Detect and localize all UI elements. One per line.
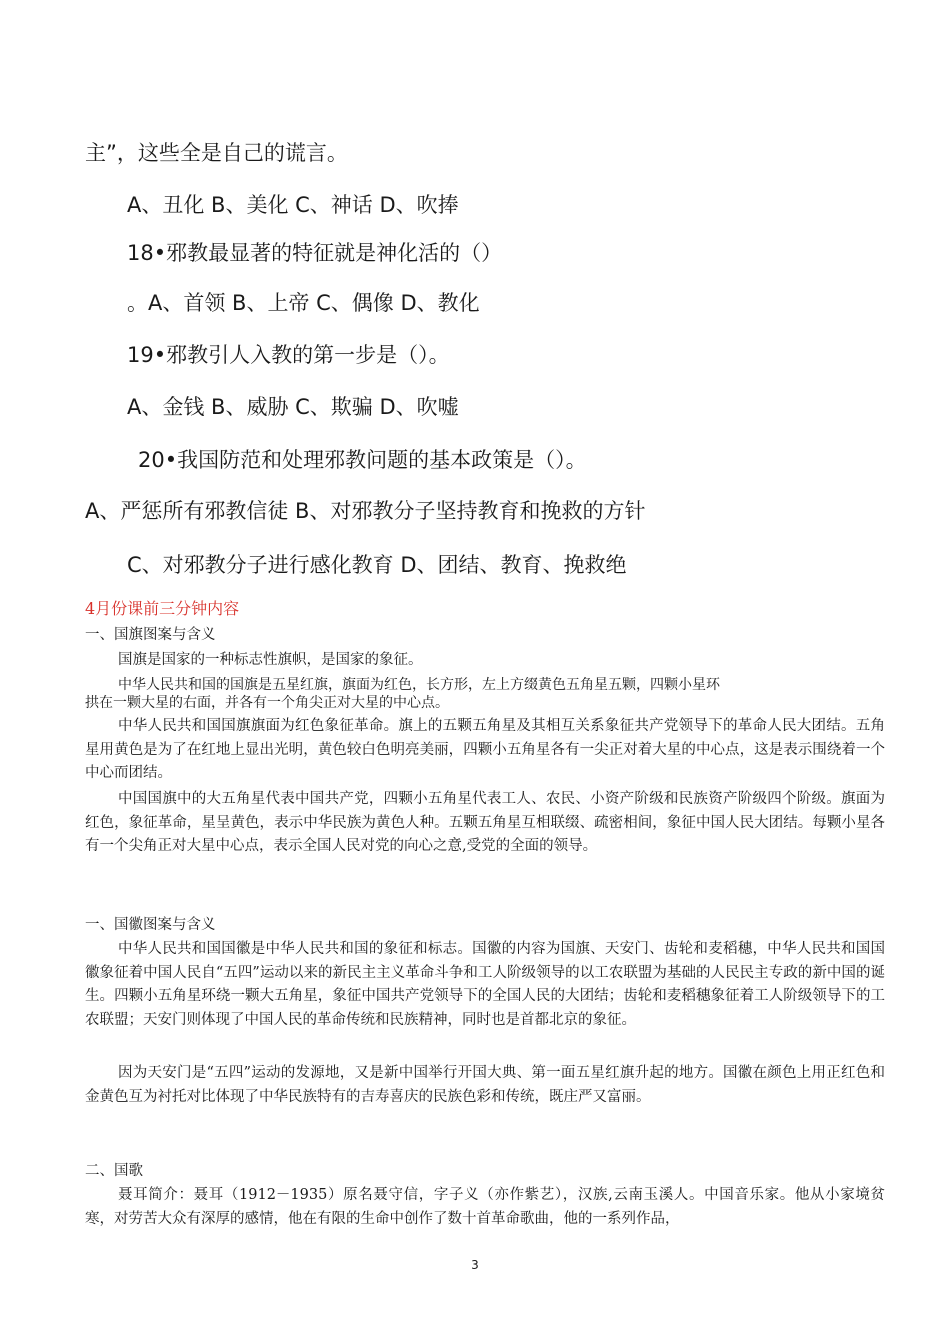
flag-paragraph-3: 中华人民共和国国旗旗面为红色象征革命。旗上的五颗五角星及其相互关系象征共产党领导下的革命人民大团结。五角星用黄色是为了在红地上显出光明，黄色较白色明亮美丽，四颗小五角星各有一尖正对着大星的中心点，这是表示围绕着一个中心而团结。 bbox=[85, 718, 885, 781]
section-title: 4月份课前三分钟内容 bbox=[85, 599, 240, 618]
quiz-line-continuation: 主”，这些全是自己的谎言。 bbox=[85, 141, 348, 165]
flag-paragraph-2-line-2: 拱在一颗大星的右面，并各有一个角尖正对大星的中心点。 bbox=[85, 695, 449, 711]
q18-options: 。A、首领 B、上帝 C、偶像 D、教化 bbox=[127, 291, 480, 315]
q17-options: A、丑化 B、美化 C、神话 D、吹捧 bbox=[127, 193, 459, 217]
anthem-paragraph-1: 聂耳简介：聂耳（1912－1935）原名聂守信，字子义（亦作紫艺），汉族,云南玉溪人。中国音乐家。他从小家境贫寒，对劳苦大众有深厚的感情，他在有限的生命中创作了数十首革命歌曲，他的一系列作品， bbox=[85, 1187, 885, 1227]
flag-paragraph-1: 国旗是国家的一种标志性旗帜，是国家的象征。 bbox=[118, 652, 423, 668]
q20-options-cd: C、对邪教分子进行感化教育 D、团结、教育、挽救绝 bbox=[127, 553, 627, 577]
q19-options: A、金钱 B、威胁 C、欺骗 D、吹嘘 bbox=[127, 395, 459, 419]
flag-heading: 一、国旗图案与含义 bbox=[85, 627, 216, 643]
q18-question: 18•邪教最显著的特征就是神化活的（） bbox=[127, 241, 503, 265]
q20-question: 20•我国防范和处理邪教问题的基本政策是（）。 bbox=[138, 448, 587, 472]
emblem-paragraph-1: 中华人民共和国国徽是中华人民共和国的象征和标志。国徽的内容为国旗、天安门、齿轮和麦稻穗，中华人民共和国国徽象征着中国人民自“五四”运动以来的新民主主义革命斗争和工人阶级领导的以工农联盟为基础的人民民主专政的新中国的诞生。四颗小五角星环绕一颗大五角星，象征中国共产党领导下的全国人民的大团结；齿轮和麦稻穗象征着工人阶级领导下的工农联盟；天安门则体现了中国人民的革命传统和民族精神，同时也是首都北京的象征。 bbox=[85, 941, 885, 1028]
emblem-paragraph-2: 因为天安门是“五四”运动的发源地，又是新中国举行开国大典、第一面五星红旗升起的地方。国徽在颜色上用正红色和金黄色互为衬托对比体现了中华民族特有的吉寿喜庆的民族色彩和传统，既庄严又富丽。 bbox=[85, 1065, 885, 1105]
flag-paragraph-2-line-1: 中华人民共和国的国旗是五星红旗，旗面为红色，长方形，左上方缀黄色五角星五颗，四颗小星环 bbox=[118, 677, 720, 693]
anthem-heading: 二、国歌 bbox=[85, 1163, 143, 1179]
q19-question: 19•邪教引人入教的第一步是（）。 bbox=[127, 343, 450, 367]
flag-paragraph-4: 中国国旗中的大五角星代表中国共产党，四颗小五角星代表工人、农民、小资产阶级和民族资产阶级四个阶级。旗面为红色，象征革命，星呈黄色，表示中华民族为黄色人种。五颗五角星互相联缀、疏密相间，象征中国人民大团结。每颗小星各有一个尖角正对大星中心点，表示全国人民对党的向心之意,受党的全面的领导。 bbox=[85, 791, 885, 854]
emblem-heading: 一、国徽图案与含义 bbox=[85, 917, 216, 933]
page-number: 3 bbox=[471, 1258, 479, 1272]
q20-options-ab: A、严惩所有邪教信徒 B、对邪教分子坚持教育和挽救的方针 bbox=[85, 499, 646, 523]
